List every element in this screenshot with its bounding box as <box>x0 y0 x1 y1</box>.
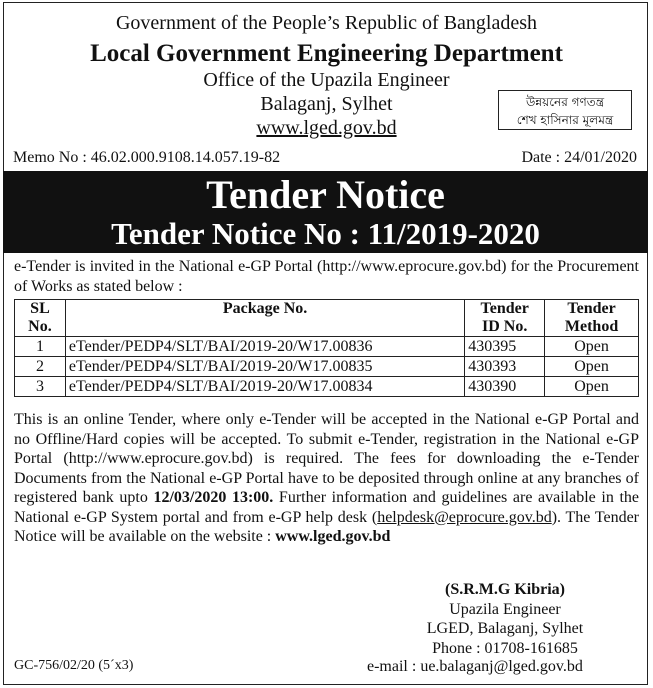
col-header-method: Tender Method <box>545 300 639 337</box>
office-location: Balaganj, Sylhet <box>260 93 393 115</box>
table-header-row <box>15 300 639 337</box>
cell-method: Open <box>545 357 639 377</box>
website-link[interactable]: www.lged.gov.bd <box>275 528 391 545</box>
notice-date: Date : 24/01/2020 <box>521 149 637 166</box>
signatory-office: LGED, Balaganj, Sylhet <box>426 620 584 637</box>
slogan-box <box>498 90 632 130</box>
cell-method: Open <box>545 377 639 397</box>
col-header-package: Package No. <box>65 300 464 337</box>
cell-package: eTender/PEDP4/SLT/BAI/2019-20/W17.00835 <box>65 357 464 377</box>
submission-deadline: 12/03/2020 13:00. <box>153 489 274 506</box>
cell-sl: 2 <box>15 357 66 377</box>
details-paragraph: This is an online Tender, where only e-Tender will be accepted in the National e-GP Portal and no Offline/Hard copies will be accepted. To submit e-Tender, registration in the National e-GP Portal (http://www.eprocure.gov.bd) is required. The fees for downloading the e-Tender Documents from the National e-GP Portal have to be deposited through online at any branches of registered bank upto 12/03/2020 13:00. Further information and guidelines are available in the National e-GP System portal and from e-GP help desk (helpdesk@eprocure.gov.bd). The Tender Notice will be available on the website : www.lged.gov.bd <box>14 411 640 545</box>
cell-sl: 3 <box>15 377 66 397</box>
cell-package: eTender/PEDP4/SLT/BAI/2019-20/W17.00836 <box>65 337 464 357</box>
govt-title: Government of the People’s Republic of Bangladesh <box>115 12 537 34</box>
cell-sl: 1 <box>15 337 66 357</box>
cell-tender-id: 430390 <box>465 377 545 397</box>
banner-title: Tender Notice <box>206 172 445 217</box>
helpdesk-email-link[interactable]: helpdesk@eprocure.gov.bd <box>377 508 552 526</box>
table-row <box>15 337 639 357</box>
banner-notice-number: Tender Notice No : 11/2019-2020 <box>111 216 540 251</box>
signatory-email: e-mail : ue.balaganj@lged.gov.bd <box>367 658 583 675</box>
header-website-link[interactable]: www.lged.gov.bd <box>256 117 397 139</box>
signatory-phone: Phone : 01708-161685 <box>432 639 578 657</box>
cell-tender-id: 430393 <box>465 357 545 377</box>
intro-paragraph: e-Tender is invited in the National e-GP Portal (http://www.eprocure.gov.bd) for the Procurement of Works as stated below : <box>14 258 639 295</box>
title-banner <box>3 171 648 253</box>
table-row <box>15 377 639 397</box>
email-link[interactable]: ue.balaganj@lged.gov.bd <box>420 658 583 675</box>
gc-code: GC-756/02/20 (5´x3) <box>14 658 134 673</box>
slogan-line-2: শেখ হাসিনার মূলমন্ত্র <box>516 113 614 127</box>
col-header-sl: SL No. <box>15 300 66 337</box>
memo-number: Memo No : 46.02.000.9108.14.057.19-82 <box>13 149 281 166</box>
office-title: Office of the Upazila Engineer <box>203 69 450 91</box>
signature-block <box>360 580 650 658</box>
tender-table <box>14 299 639 397</box>
cell-method: Open <box>545 337 639 357</box>
cell-tender-id: 430395 <box>465 337 545 357</box>
dept-title: Local Government Engineering Department <box>90 40 563 67</box>
slogan-line-1: উন্নয়নের গণতন্ত্র <box>525 95 605 109</box>
signatory-name: (S.R.M.G Kibria) <box>445 581 565 598</box>
col-header-tender-id: Tender ID No. <box>465 300 545 337</box>
signatory-title: Upazila Engineer <box>449 600 561 618</box>
table-row <box>15 357 639 377</box>
cell-package: eTender/PEDP4/SLT/BAI/2019-20/W17.00834 <box>65 377 464 397</box>
